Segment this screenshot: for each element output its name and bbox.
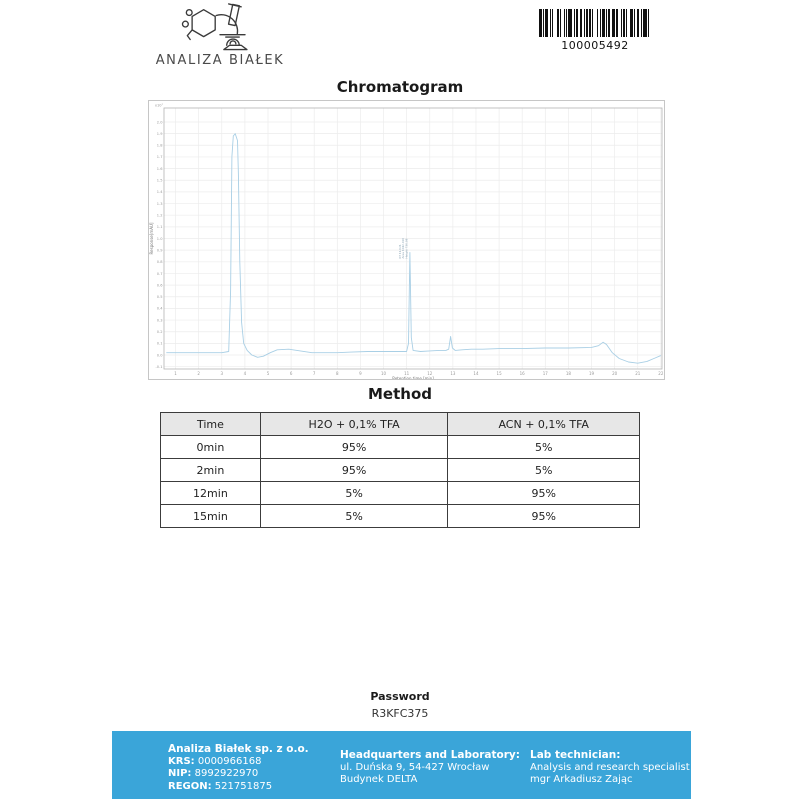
svg-text:0.2: 0.2 [156,330,163,335]
method-table-row [161,436,640,459]
svg-text:2.0: 2.0 [156,120,163,125]
footer-technician-name: mgr Arkadiusz Zając [530,774,633,785]
svg-text:3: 3 [220,371,224,376]
method-table-row [161,505,640,528]
svg-text:1.3: 1.3 [156,201,163,206]
svg-text:5: 5 [266,371,270,376]
chromatogram-title: Chromatogram [336,78,464,96]
svg-text:1.0: 1.0 [156,236,163,241]
svg-text:14: 14 [473,371,479,376]
svg-text:6: 6 [289,371,293,376]
svg-text:0.1: 0.1 [156,341,163,346]
footer-company-block [168,743,309,793]
svg-text:18: 18 [565,371,571,376]
microscope-molecule-icon [170,2,270,52]
footer-hq-block [340,749,520,787]
barcode-bars [539,9,652,37]
method-table-row [161,482,640,505]
footer-technician-role: Analysis and research specialist [530,761,690,773]
svg-text:11: 11 [404,371,410,376]
svg-text:0.9: 0.9 [156,248,163,253]
svg-text:Height 730.08: Height 730.08 [404,238,409,259]
svg-text:16: 16 [519,371,525,376]
footer [112,731,691,799]
brand-name: ANALIZA BIAŁEK [155,53,285,68]
svg-text:10: 10 [380,371,387,376]
svg-text:x10⁷: x10⁷ [154,103,163,108]
svg-text:0.5: 0.5 [156,295,163,300]
svg-text:8: 8 [336,371,339,376]
footer-regon: REGON: 521751875 [168,780,273,792]
svg-text:0.0: 0.0 [156,353,163,358]
svg-text:2: 2 [197,371,200,376]
method-title: Method [368,385,432,403]
method-table-row [161,459,640,482]
svg-text:1.2: 1.2 [156,213,163,218]
method-table-cell: 5% [260,505,448,528]
svg-text:0.3: 0.3 [156,318,163,323]
method-column-header: H2O + 0,1% TFA [260,413,448,436]
svg-text:1.9: 1.9 [156,131,163,136]
method-table-cell: 5% [260,482,448,505]
svg-text:13: 13 [450,371,456,376]
svg-text:0.8: 0.8 [156,260,163,265]
svg-text:19: 19 [588,371,595,376]
footer-hq-title: Headquarters and Laboratory: [340,749,520,761]
svg-text:1: 1 [174,371,177,376]
svg-text:15: 15 [496,371,502,376]
svg-text:1.6: 1.6 [156,166,163,171]
svg-text:9: 9 [359,371,362,376]
svg-text:1.8: 1.8 [156,143,163,148]
chromatogram-chart [148,100,665,380]
svg-text:4: 4 [243,371,247,376]
svg-text:1.5: 1.5 [156,178,163,183]
svg-text:0.4: 0.4 [156,306,163,311]
svg-text:RT 11.021: RT 11.021 [397,244,402,259]
footer-technician-title: Lab technician: [530,749,621,761]
footer-technician-block [530,749,690,787]
barcode [537,9,653,52]
method-table-cell: 5% [448,459,640,482]
method-table-header [161,413,640,436]
method-table-cell: 95% [260,436,448,459]
svg-text:12: 12 [427,371,433,376]
svg-text:1.4: 1.4 [156,190,163,195]
method-column-header: ACN + 0,1% TFA [448,413,640,436]
company-logo [150,2,290,68]
footer-company-name: Analiza Białek sp. z o.o. [168,743,309,755]
svg-text:0.7: 0.7 [156,271,163,276]
svg-text:Retention time [min]: Retention time [min] [392,376,434,379]
password-value: R3KFC375 [371,707,429,720]
svg-text:1.1: 1.1 [156,225,163,230]
svg-text:Response[mAU]: Response[mAU] [149,222,154,255]
method-table-cell: 2min [161,459,261,482]
svg-text:-0.1: -0.1 [155,364,163,369]
chromatogram-plot [149,101,664,379]
method-column-header: Time [161,413,261,436]
footer-hq-address: ul. Duńska 9, 54-427 Wrocław [340,761,490,773]
footer-hq-building: Budynek DELTA [340,774,418,785]
svg-text:22: 22 [658,371,664,376]
barcode-number: 100005492 [561,39,629,52]
svg-text:17: 17 [542,371,548,376]
method-table-cell: 5% [448,436,640,459]
footer-krs: KRS: 0000966168 [168,755,262,767]
password-label: Password [370,690,430,703]
svg-text:7: 7 [312,371,316,376]
svg-text:21: 21 [635,371,641,376]
svg-text:20: 20 [612,371,618,376]
footer-nip: NIP: 8992922970 [168,768,259,779]
method-table [160,412,640,528]
method-table-cell: 15min [161,505,261,528]
svg-text:Area 1042.020: Area 1042.020 [401,237,406,259]
method-table-cell: 0min [161,436,261,459]
method-table-cell: 95% [448,482,640,505]
svg-text:0.6: 0.6 [156,283,163,288]
svg-text:1.7: 1.7 [156,155,163,160]
method-table-cell: 12min [161,482,261,505]
method-table-cell: 95% [260,459,448,482]
method-table-cell: 95% [448,505,640,528]
